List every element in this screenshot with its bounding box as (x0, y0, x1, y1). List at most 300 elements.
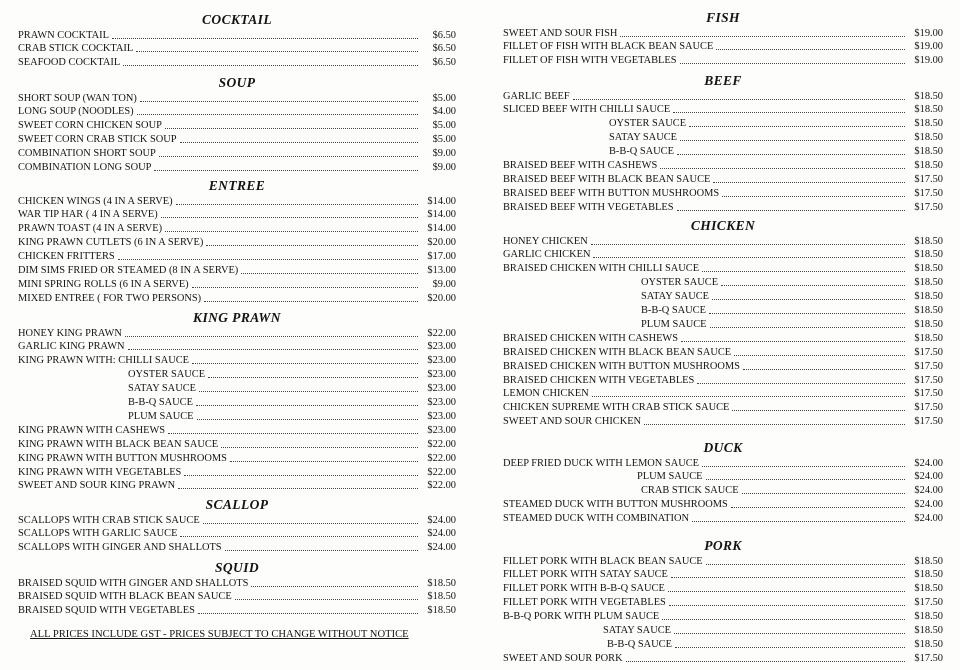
dot-leader (702, 457, 905, 467)
menu-item (18, 264, 456, 278)
menu-item-name: B-B-Q PORK WITH PLUM SAUCE (503, 611, 660, 623)
menu-item-price: $24.00 (914, 499, 943, 511)
menu-item (503, 610, 943, 624)
menu-item-price: $18.50 (427, 591, 456, 603)
menu-item-price: $19.00 (914, 55, 943, 67)
menu-item (503, 568, 943, 582)
menu-item-price: $18.50 (914, 332, 943, 344)
menu-item-name: OYSTER SAUCE (609, 118, 687, 130)
menu-item-price: $23.00 (427, 424, 456, 436)
menu-item (503, 638, 943, 652)
menu-item (18, 119, 456, 133)
dot-leader (176, 195, 418, 205)
dot-leader (677, 201, 905, 211)
menu-item-name: WAR TIP HAR ( 4 IN A SERVE) (18, 209, 158, 221)
menu-item-price: $23.00 (427, 397, 456, 408)
menu-item (503, 262, 943, 276)
menu-item-price: $6.50 (432, 29, 456, 41)
menu-item-price: $18.50 (914, 263, 943, 275)
menu-item-name: KING PRAWN WITH CASHEWS (18, 424, 166, 436)
menu-item (503, 27, 943, 41)
menu-item-name: STEAMED DUCK WITH BUTTON MUSHROOMS (503, 499, 728, 511)
menu-item-name: GARLIC BEEF (503, 90, 570, 102)
dot-leader (716, 40, 905, 50)
dot-leader (709, 304, 905, 314)
menu-item-price: $22.00 (427, 466, 456, 478)
dot-leader (125, 327, 418, 337)
dot-leader (591, 235, 905, 245)
menu-item-name: FILLET OF FISH WITH VEGETABLES (503, 55, 677, 67)
menu-item-name: BRAISED BEEF WITH BLACK BEAN SAUCE (503, 173, 711, 185)
price-notice: ALL PRICES INCLUDE GST - PRICES SUBJECT TO CHANGE WITHOUT NOTICE (30, 629, 409, 640)
section-title-squid: SQUID (214, 560, 259, 575)
menu-item-name: PLUM SAUCE (641, 318, 707, 330)
dot-leader (671, 568, 905, 578)
dot-leader (573, 90, 905, 100)
menu-item (503, 387, 943, 401)
menu-item (18, 278, 456, 292)
dot-leader (677, 145, 905, 155)
dot-leader (137, 105, 418, 115)
menu-item-price: $13.00 (427, 265, 456, 276)
dot-leader (620, 27, 905, 37)
dot-leader (204, 292, 418, 302)
menu-item-price: $14.00 (427, 209, 456, 221)
section-title-soup: SOUP (218, 75, 256, 90)
dot-leader (168, 424, 418, 434)
menu-item-price: $17.50 (914, 201, 943, 213)
menu-item-price: $9.00 (432, 162, 456, 173)
menu-item (18, 29, 456, 43)
dot-leader (742, 484, 905, 494)
dot-leader (221, 438, 418, 448)
dot-leader (674, 624, 905, 634)
menu-item (503, 401, 943, 415)
menu-item-price: $18.50 (914, 104, 943, 116)
menu-item-name: BRAISED CHICKEN WITH BUTTON MUSHROOMS (503, 360, 740, 372)
menu-item (503, 304, 943, 318)
menu-item (18, 452, 456, 466)
dot-leader (712, 290, 905, 300)
menu-item-name: FILLET PORK WITH SATAY SAUCE (503, 569, 668, 581)
menu-item (503, 360, 943, 374)
menu-item-price: $6.50 (432, 57, 456, 69)
menu-item (503, 318, 943, 332)
menu-item-name: CHICKEN WINGS (4 IN A SERVE) (18, 195, 173, 207)
menu-item (18, 340, 456, 354)
menu-item-name: SWEET AND SOUR FISH (503, 27, 618, 39)
menu-item-price: $18.50 (914, 249, 943, 261)
menu-item (18, 208, 456, 222)
menu-item-name: MIXED ENTREE ( FOR TWO PERSONS) (18, 292, 202, 304)
menu-item-price: $18.50 (914, 132, 943, 144)
menu-item-name: DIM SIMS FRIED OR STEAMED (8 IN A SERVE) (18, 265, 239, 276)
menu-item (503, 596, 943, 610)
menu-item-name: KING PRAWN WITH VEGETABLES (18, 466, 182, 478)
menu-item-name: GARLIC KING PRAWN (18, 341, 125, 353)
menu-item-price: $22.00 (427, 452, 456, 464)
menu-item-price: $19.00 (914, 41, 943, 53)
menu-item-name: DEEP FRIED DUCK WITH LEMON SAUCE (503, 457, 699, 469)
menu-item-name: PRAWN COCKTAIL (18, 29, 109, 41)
menu-item (18, 590, 456, 604)
menu-item-name: KING PRAWN WITH BLACK BEAN SAUCE (18, 438, 219, 450)
menu-item-name: FILLET PORK WITH B-B-Q SAUCE (503, 583, 665, 595)
menu-item-price: $18.50 (427, 605, 456, 617)
menu-item-name: PLUM SAUCE (637, 471, 703, 483)
menu-item (503, 484, 943, 498)
menu-item-price: $24.00 (427, 514, 456, 526)
dot-leader (731, 498, 905, 508)
dot-leader (180, 527, 418, 537)
dot-leader (593, 248, 905, 258)
menu-item-name: KING PRAWN WITH BUTTON MUSHROOMS (18, 452, 227, 464)
menu-item-name: COMBINATION LONG SOUP (18, 162, 152, 173)
section-title-king-prawn: KING PRAWN (193, 310, 281, 325)
menu-item-name: BRAISED SQUID WITH GINGER AND SHALLOTS (18, 577, 249, 589)
menu-item-price: $9.00 (432, 278, 456, 290)
menu-item-name: BRAISED CHICKEN WITH CHILLI SAUCE (503, 263, 700, 275)
menu-item-price: $14.00 (427, 195, 456, 207)
dot-leader (668, 582, 905, 592)
dot-leader (206, 236, 418, 246)
menu-item (503, 131, 943, 145)
menu-item-name: PRAWN TOAST (4 IN A SERVE) (18, 223, 163, 235)
menu-item-name: B-B-Q SAUCE (609, 146, 674, 158)
dot-leader (118, 250, 418, 260)
menu-item (503, 332, 943, 346)
menu-item-price: $18.50 (914, 277, 943, 289)
dot-leader (184, 466, 418, 476)
menu-item (503, 54, 943, 68)
section-title-beef: BEEF (704, 73, 742, 88)
menu-item (503, 187, 943, 201)
menu-item (18, 292, 456, 306)
menu-item-name: KING PRAWN WITH: CHILLI SAUCE (18, 355, 189, 367)
menu-item-price: $18.50 (914, 146, 943, 158)
menu-item (503, 40, 943, 54)
menu-item (18, 250, 456, 264)
menu-item-price: $24.00 (914, 513, 943, 525)
menu-item (18, 479, 456, 493)
dot-leader (743, 360, 905, 370)
menu-item-price: $24.00 (914, 485, 943, 497)
dot-leader (692, 512, 905, 522)
menu-item-price: $24.00 (914, 471, 943, 483)
dot-leader (675, 638, 905, 648)
menu-item-name: CRAB STICK SAUCE (641, 485, 739, 497)
menu-item (503, 276, 943, 290)
dot-leader (178, 479, 418, 489)
menu-item-name: MINI SPRING ROLLS (6 IN A SERVE) (18, 278, 189, 290)
menu-item (18, 541, 456, 555)
dot-leader (112, 29, 418, 39)
menu-item-price: $17.50 (914, 173, 943, 185)
menu-item (503, 374, 943, 388)
dot-leader (734, 346, 905, 356)
menu-item-price: $24.00 (914, 457, 943, 469)
menu-item-name: STEAMED DUCK WITH COMBINATION (503, 513, 689, 525)
menu-item-name: CRAB STICK COCKTAIL (18, 43, 134, 55)
dot-leader (235, 590, 418, 600)
menu-item (503, 235, 943, 249)
menu-item-price: $18.50 (427, 577, 456, 589)
menu-item-price: $22.00 (427, 480, 456, 492)
menu-item-price: $23.00 (427, 383, 456, 395)
menu-item-name: FILLET PORK WITH BLACK BEAN SAUCE (503, 555, 703, 567)
dot-leader (123, 56, 418, 66)
menu-item-name: OYSTER SAUCE (641, 277, 719, 289)
menu-item-price: $22.00 (427, 327, 456, 339)
dot-leader (697, 374, 905, 384)
dot-leader (197, 410, 418, 420)
dot-leader (680, 54, 906, 64)
dot-leader (154, 161, 418, 171)
menu-item-price: $23.00 (427, 355, 456, 367)
dot-leader (165, 119, 418, 129)
menu-item-price: $6.50 (432, 43, 456, 55)
menu-item-price: $17.50 (914, 416, 943, 428)
dot-leader (706, 555, 905, 565)
dot-leader (702, 262, 905, 272)
menu-item-name: SWEET AND SOUR CHICKEN (503, 416, 642, 428)
menu-item-name: BRAISED SQUID WITH BLACK BEAN SAUCE (18, 591, 232, 603)
menu-item-name: CHICKEN FRITTERS (18, 251, 115, 263)
menu-item-price: $23.00 (427, 341, 456, 353)
menu-item-name: BRAISED CHICKEN WITH BLACK BEAN SAUCE (503, 346, 732, 358)
menu-item-name: FILLET PORK WITH VEGETABLES (503, 597, 666, 609)
menu-item-name: KING PRAWN CUTLETS (6 IN A SERVE) (18, 237, 204, 249)
menu-item (18, 195, 456, 209)
menu-item (18, 147, 456, 161)
menu-item-name: PLUM SAUCE (128, 410, 194, 422)
dot-leader (136, 42, 418, 52)
menu-item-name: SWEET AND SOUR KING PRAWN (18, 480, 176, 492)
dot-leader (660, 159, 905, 169)
menu-item-name: LEMON CHICKEN (503, 388, 589, 400)
dot-leader (165, 222, 418, 232)
menu-item-price: $5.00 (432, 120, 456, 132)
menu-item (503, 555, 943, 569)
menu-item-name: SATAY SAUCE (641, 291, 709, 303)
menu-item-name: BRAISED CHICKEN WITH VEGETABLES (503, 374, 695, 386)
menu-item-name: SCALLOPS WITH GARLIC SAUCE (18, 528, 178, 540)
section-title-fish: FISH (706, 10, 740, 25)
dot-leader (192, 278, 418, 288)
menu-item (503, 290, 943, 304)
dot-leader (722, 187, 905, 197)
menu-item-price: $5.00 (432, 92, 456, 104)
dot-leader (140, 92, 418, 102)
menu-item-name: SHORT SOUP (WAN TON) (18, 92, 137, 104)
menu-item-price: $18.50 (914, 318, 943, 330)
menu-item (503, 470, 943, 484)
menu-item-name: HONEY KING PRAWN (18, 327, 122, 339)
menu-item (18, 222, 456, 236)
menu-item-name: HONEY CHICKEN (503, 235, 588, 247)
menu-item-name: SCALLOPS WITH CRAB STICK SAUCE (18, 514, 200, 526)
menu-item (503, 159, 943, 173)
menu-item-price: $20.00 (427, 292, 456, 304)
menu-item-name: CHICKEN SUPREME WITH CRAB STICK SAUCE (503, 402, 730, 414)
menu-item (503, 624, 943, 638)
menu-item-price: $17.50 (914, 374, 943, 386)
section-title-chicken: CHICKEN (690, 218, 756, 233)
dot-leader (208, 368, 418, 378)
dot-leader (673, 103, 905, 113)
dot-leader (644, 415, 905, 425)
menu-item (503, 652, 943, 666)
menu-item (18, 396, 456, 410)
dot-leader (198, 604, 418, 614)
menu-item-name: SWEET CORN CHICKEN SOUP (18, 120, 162, 132)
menu-item-price: $17.50 (914, 652, 943, 664)
menu-item-name: COMBINATION SHORT SOUP (18, 148, 156, 160)
menu-item-price: $4.00 (432, 106, 456, 118)
menu-item-name: B-B-Q SAUCE (128, 397, 193, 408)
menu-item-name: SATAY SAUCE (128, 383, 196, 395)
menu-item-price: $9.00 (432, 148, 456, 160)
dot-leader (681, 332, 905, 342)
menu-item-name: BRAISED SQUID WITH VEGETABLES (18, 605, 195, 617)
menu-item-name: SCALLOPS WITH GINGER AND SHALLOTS (18, 542, 222, 554)
menu-item-price: $17.50 (914, 187, 943, 199)
menu-item (503, 90, 943, 104)
menu-item (18, 604, 456, 618)
menu-item (18, 56, 456, 70)
menu-item-name: BRAISED BEEF WITH BUTTON MUSHROOMS (503, 187, 720, 199)
menu-item-price: $18.50 (914, 305, 943, 316)
menu-item-price: $18.50 (914, 160, 943, 171)
menu-item (503, 117, 943, 131)
menu-item (503, 145, 943, 159)
dot-leader (192, 354, 418, 364)
menu-item-price: $18.50 (914, 90, 943, 102)
menu-item-name: BRAISED BEEF WITH CASHEWS (503, 160, 658, 171)
menu-item (503, 103, 943, 117)
menu-item (503, 498, 943, 512)
menu-item (18, 382, 456, 396)
dot-leader (680, 131, 905, 141)
menu-item-price: $23.00 (427, 369, 456, 381)
dot-leader (180, 133, 418, 143)
dot-leader (669, 596, 905, 606)
section-title-duck: DUCK (703, 440, 743, 455)
menu-item-name: SEAFOOD COCKTAIL (18, 57, 121, 69)
menu-item-price: $19.00 (914, 27, 943, 39)
menu-item-name: OYSTER SAUCE (128, 369, 206, 381)
dot-leader (199, 382, 418, 392)
menu-item-price: $22.00 (427, 438, 456, 450)
section-title-scallop: SCALLOP (205, 497, 269, 512)
dot-leader (689, 117, 905, 127)
menu-item-name: FILLET OF FISH WITH BLACK BEAN SAUCE (503, 41, 714, 53)
menu-item-price: $18.50 (914, 555, 943, 567)
dot-leader (161, 208, 418, 218)
menu-item-price: $24.00 (427, 542, 456, 554)
dot-leader (203, 514, 418, 524)
menu-item-price: $18.50 (914, 638, 943, 650)
menu-item-price: $20.00 (427, 237, 456, 249)
menu-item-price: $18.50 (914, 291, 943, 303)
dot-leader (713, 173, 905, 183)
menu-item (18, 410, 456, 424)
dot-leader (241, 264, 418, 274)
menu-item-name: GARLIC CHICKEN (503, 249, 591, 261)
menu-item-name: BRAISED BEEF WITH VEGETABLES (503, 201, 674, 213)
menu-item (18, 236, 456, 250)
menu-item-price: $18.50 (914, 118, 943, 130)
section-title-entree: ENTREE (208, 178, 266, 193)
dot-leader (251, 577, 418, 587)
dot-leader (732, 401, 905, 411)
menu-item-price: $17.50 (914, 388, 943, 400)
section-title-cocktail: COCKTAIL (202, 12, 272, 27)
dot-leader (706, 470, 905, 480)
menu-item-price: $17.50 (914, 360, 943, 372)
section-title-pork: PORK (704, 538, 742, 553)
menu-item-price: $24.00 (427, 528, 456, 540)
menu-item (503, 248, 943, 262)
menu-item (503, 512, 943, 526)
menu-item-price: $23.00 (427, 410, 456, 422)
menu-item-name: SWEET AND SOUR PORK (503, 652, 623, 664)
menu-item (18, 438, 456, 452)
menu-item (18, 368, 456, 382)
menu-item-name: SATAY SAUCE (603, 625, 671, 636)
menu-item (18, 514, 456, 528)
menu-item (18, 161, 456, 175)
dot-leader (225, 541, 418, 551)
menu-item-price: $5.00 (432, 134, 456, 146)
dot-leader (592, 387, 905, 397)
dot-leader (626, 652, 905, 662)
menu-item-name: SATAY SAUCE (609, 132, 677, 144)
menu-item (18, 424, 456, 438)
menu-item-price: $18.50 (914, 235, 943, 247)
menu-item (18, 354, 456, 368)
menu-item (503, 582, 943, 596)
menu-item (18, 527, 456, 541)
menu-item-name: BRAISED CHICKEN WITH CASHEWS (503, 332, 679, 344)
dot-leader (710, 318, 905, 328)
menu-item-price: $18.50 (914, 611, 943, 623)
menu-item (503, 346, 943, 360)
menu-item-name: LONG SOUP (NOODLES) (18, 106, 134, 118)
menu-item (18, 466, 456, 480)
dot-leader (230, 452, 418, 462)
menu-item-price: $18.50 (914, 583, 943, 595)
menu-item (503, 415, 943, 429)
dot-leader (196, 396, 418, 406)
menu-item-price: $14.00 (427, 223, 456, 235)
dot-leader (159, 147, 418, 157)
menu-item-name: B-B-Q SAUCE (607, 638, 672, 650)
dot-leader (128, 340, 418, 350)
menu-item (503, 201, 943, 215)
dot-leader (721, 276, 905, 286)
menu-item-price: $17.50 (914, 346, 943, 358)
menu-item-price: $18.50 (914, 625, 943, 636)
menu-item (503, 173, 943, 187)
dot-leader (662, 610, 905, 620)
menu-item (18, 327, 456, 341)
menu-item (18, 133, 456, 147)
menu-item (18, 105, 456, 119)
menu-item-price: $17.50 (914, 597, 943, 609)
menu-item-name: SWEET CORN CRAB STICK SOUP (18, 134, 177, 146)
menu-item-name: SLICED BEEF WITH CHILLI SAUCE (503, 104, 671, 116)
